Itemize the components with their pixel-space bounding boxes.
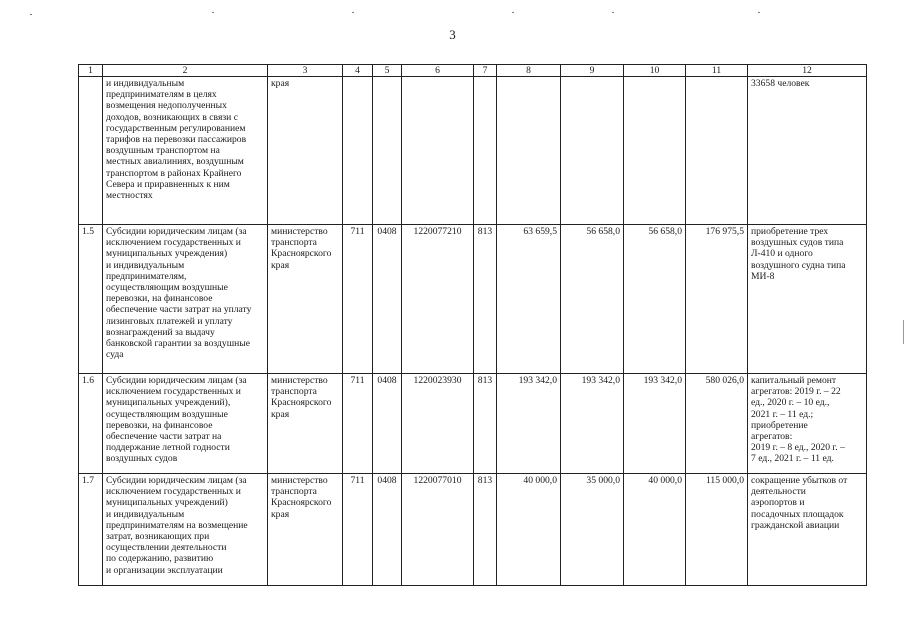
ministry-cell: края bbox=[268, 77, 343, 225]
column-number-row bbox=[79, 65, 867, 77]
column-header: 5 bbox=[373, 65, 402, 77]
expected-result-cell: сокращение убытков от деятельности аэропортов и посадочных площадок гражданской авиации bbox=[748, 474, 867, 586]
amount-year2-cell bbox=[561, 77, 624, 225]
row-number-cell: 1.7 bbox=[79, 474, 103, 586]
amount-year1-cell bbox=[497, 77, 561, 225]
scan-edge-mark bbox=[903, 320, 904, 344]
column-header: 11 bbox=[686, 65, 748, 77]
scan-speck bbox=[612, 12, 614, 13]
amount-total-cell: 115 000,0 bbox=[686, 474, 748, 586]
expense-type-cell: 813 bbox=[474, 374, 497, 474]
section-code-cell: 0408 bbox=[373, 374, 402, 474]
budget-table bbox=[78, 64, 867, 586]
target-code-cell: 1220023930 bbox=[402, 374, 474, 474]
row-number-cell: 1.5 bbox=[79, 225, 103, 374]
column-header: 3 bbox=[268, 65, 343, 77]
expense-type-cell bbox=[474, 77, 497, 225]
table-row bbox=[79, 374, 867, 474]
amount-year1-cell: 193 342,0 bbox=[497, 374, 561, 474]
column-header: 4 bbox=[343, 65, 373, 77]
row-number-cell: 1.6 bbox=[79, 374, 103, 474]
target-code-cell: 1220077010 bbox=[402, 474, 474, 586]
column-header: 2 bbox=[103, 65, 268, 77]
amount-year3-cell: 193 342,0 bbox=[624, 374, 686, 474]
amount-year2-cell: 35 000,0 bbox=[561, 474, 624, 586]
grbs-code-cell bbox=[343, 77, 373, 225]
ministry-cell: министерство транспорта Красноярского края bbox=[268, 225, 343, 374]
grbs-code-cell: 711 bbox=[343, 474, 373, 586]
ministry-cell: министерство транспорта Красноярского края bbox=[268, 374, 343, 474]
amount-total-cell bbox=[686, 77, 748, 225]
expense-type-cell: 813 bbox=[474, 225, 497, 374]
scan-speck bbox=[212, 12, 214, 13]
table-row bbox=[79, 225, 867, 374]
scan-speck bbox=[352, 12, 354, 13]
column-header: 7 bbox=[474, 65, 497, 77]
grbs-code-cell: 711 bbox=[343, 374, 373, 474]
section-code-cell bbox=[373, 77, 402, 225]
column-header: 10 bbox=[624, 65, 686, 77]
table-row bbox=[79, 474, 867, 586]
amount-total-cell: 580 026,0 bbox=[686, 374, 748, 474]
expected-result-cell: 33658 человек bbox=[748, 77, 867, 225]
measure-name-cell: Субсидии юридическим лицам (за исключением государственных и муниципальных учреждения) и индивидуальным предпринимателям, осуществляющим воздушные перевозки, на финансовое обеспечение части затрат на уплату лизинговых платежей и уплату вознаграждений за выдачу банковской гарантии за воздушные суда bbox=[103, 225, 268, 374]
amount-year3-cell: 40 000,0 bbox=[624, 474, 686, 586]
amount-year3-cell: 56 658,0 bbox=[624, 225, 686, 374]
amount-year2-cell: 193 342,0 bbox=[561, 374, 624, 474]
measure-name-cell: Субсидии юридическим лицам (за исключением государственных и муниципальных учреждений), осуществляющим воздушные перевозки, на финансовое обеспечение части затрат на поддержание летной годности воздушных судов bbox=[103, 374, 268, 474]
page-number: 3 bbox=[449, 27, 456, 42]
grbs-code-cell: 711 bbox=[343, 225, 373, 374]
amount-year2-cell: 56 658,0 bbox=[561, 225, 624, 374]
row-number-cell bbox=[79, 77, 103, 225]
scan-speck bbox=[758, 12, 760, 13]
section-code-cell: 0408 bbox=[373, 474, 402, 586]
expected-result-cell: капитальный ремонт агрегатов: 2019 г. – 22 ед., 2020 г. – 10 ед., 2021 г. – 11 ед.; приобретение агрегатов: 2019 г. – 8 ед., 2020 г. – 7 ед., 2021 г. – 11 ед. bbox=[748, 374, 867, 474]
expense-type-cell: 813 bbox=[474, 474, 497, 586]
target-code-cell: 1220077210 bbox=[402, 225, 474, 374]
amount-year3-cell bbox=[624, 77, 686, 225]
table-row bbox=[79, 77, 867, 225]
amount-year1-cell: 63 659,5 bbox=[497, 225, 561, 374]
ministry-cell: министерство транспорта Красноярского края bbox=[268, 474, 343, 586]
scan-speck bbox=[512, 12, 514, 13]
target-code-cell bbox=[402, 77, 474, 225]
column-header: 1 bbox=[79, 65, 103, 77]
amount-total-cell: 176 975,5 bbox=[686, 225, 748, 374]
column-header: 6 bbox=[402, 65, 474, 77]
column-header: 8 bbox=[497, 65, 561, 77]
section-code-cell: 0408 bbox=[373, 225, 402, 374]
measure-name-cell: Субсидии юридическим лицам (за исключением государственных и муниципальных учреждений) и индивидуальным предпринимателям на возмещение затрат, возникающих при осуществлении деятельности по содержанию, развитию и организации эксплуатации bbox=[103, 474, 268, 586]
expected-result-cell: приобретение трех воздушных судов типа Л-410 и одного воздушного судна типа МИ-8 bbox=[748, 225, 867, 374]
column-header: 9 bbox=[561, 65, 624, 77]
amount-year1-cell: 40 000,0 bbox=[497, 474, 561, 586]
column-header: 12 bbox=[748, 65, 867, 77]
measure-name-cell: и индивидуальным предпринимателям в целях возмещения недополученных доходов, возникающих в связи с государственным регулированием тарифов на перевозки пассажиров воздушным транспортом на местных авиалиниях, воздушным транспортом в районах Крайнего Севера и приравненных к ним местностях bbox=[103, 77, 268, 225]
scan-speck bbox=[30, 14, 32, 15]
